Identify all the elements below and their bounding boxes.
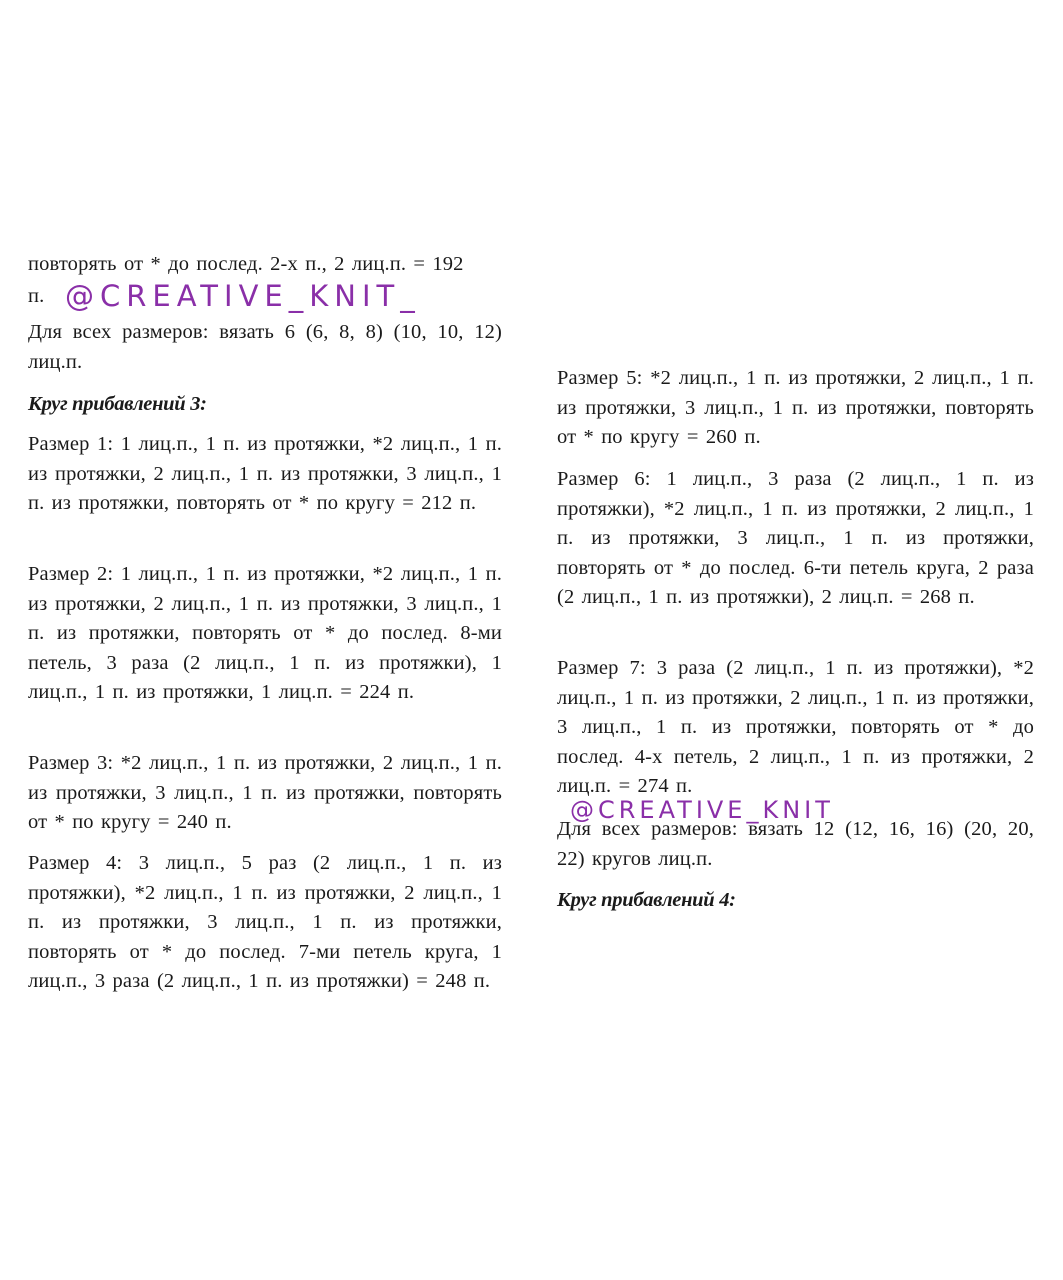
size-2-paragraph: Размер 2: 1 лиц.п., 1 п. из протяжки, *2 лиц.п., 1 п. из протяжки, 2 лиц.п., 1 п. из протяжки, 3 лиц.п., 1 п. из протяжки, повторять от * до послед. 8-ми петель, 3 раза (2 лиц.п., 1 п. из протяжки), 1 лиц.п., 1 п. из протяжки, 1 лиц.п. = 224 п.	[28, 563, 502, 704]
size-6-paragraph: Размер 6: 1 лиц.п., 3 раза (2 лиц.п., 1 п. из протяжки), *2 лиц.п., 1 п. из протяжки, 2 лиц.п., 1 п. из протяжки, 3 лиц.п., 1 п. из протяжки, повторять от * до послед. 6-ти петель круга, 2 раза (2 лиц.п., 1 п. из протяжки), 2 лиц.п. = 268 п.	[557, 468, 1034, 609]
intro-line: повторять от * до послед. 2-х п., 2 лиц.п. = 192	[28, 253, 464, 275]
intro-line-end: п.	[28, 285, 45, 307]
section-heading-round-3: Круг прибавлений 3:	[28, 393, 207, 415]
watermark-middle: @CREATIVE_KNIT	[570, 796, 834, 824]
size-4-paragraph: Размер 4: 3 лиц.п., 5 раз (2 лиц.п., 1 п. из протяжки), *2 лиц.п., 1 п. из протяжки, 2 лиц.п., 1 п. из протяжки, 3 лиц.п., 1 п. из протяжки, повторять от * до послед. 7-ми петель круга, 1 лиц.п., 3 раза (2 лиц.п., 1 п. из протяжки) = 248 п.	[28, 852, 502, 993]
size-3-paragraph: Размер 3: *2 лиц.п., 1 п. из протяжки, 2 лиц.п., 1 п. из протяжки, 3 лиц.п., 1 п. из протяжки, повторять от * по кругу = 240 п.	[28, 752, 502, 834]
size-5-paragraph: Размер 5: *2 лиц.п., 1 п. из протяжки, 2 лиц.п., 1 п. из протяжки, 3 лиц.п., 1 п. из протяжки, повторять от * по кругу = 260 п.	[557, 367, 1034, 449]
section-heading-round-4: Круг прибавлений 4:	[557, 889, 736, 911]
all-sizes-paragraph-right: Для всех размеров: вязать 12 (12, 16, 16) (20, 20, 22) кругов лиц.п.	[557, 818, 1034, 870]
size-7-paragraph: Размер 7: 3 раза (2 лиц.п., 1 п. из протяжки), *2 лиц.п., 1 п. из протяжки, 2 лиц.п., 1 п. из протяжки, 3 лиц.п., 1 п. из протяжки, повторять от * до послед. 4-х петель, 2 лиц.п., 1 п. из протяжки, 2 лиц.п. = 274 п.	[557, 657, 1034, 798]
watermark-top: @CREATIVE_KNIT_	[65, 279, 421, 313]
size-1-paragraph: Размер 1: 1 лиц.п., 1 п. из протяжки, *2 лиц.п., 1 п. из протяжки, 2 лиц.п., 1 п. из протяжки, 3 лиц.п., 1 п. из протяжки, повторять от * по кругу = 212 п.	[28, 433, 502, 515]
all-sizes-paragraph: Для всех размеров: вязать 6 (6, 8, 8) (10, 10, 12) лиц.п.	[28, 321, 502, 373]
